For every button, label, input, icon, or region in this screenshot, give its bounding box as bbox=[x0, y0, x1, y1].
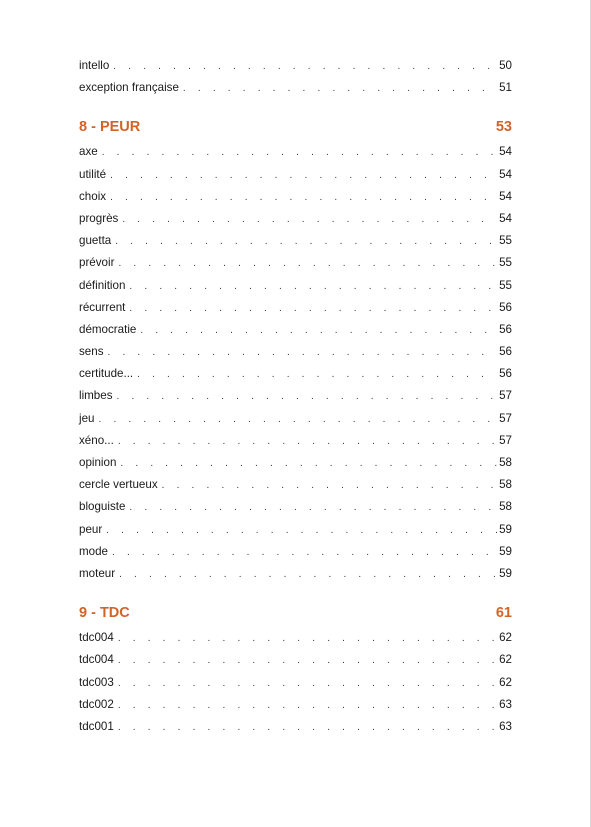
dot-leader bbox=[118, 650, 497, 672]
toc-entry-label: certitude... bbox=[79, 367, 134, 381]
toc-entry-page: 57 bbox=[499, 411, 512, 425]
dot-leader bbox=[113, 56, 497, 78]
toc-entry[interactable] bbox=[79, 716, 512, 738]
toc-entry-label: cercle vertueux bbox=[79, 478, 158, 492]
toc-entry-page: 58 bbox=[499, 456, 512, 469]
toc-entry[interactable] bbox=[79, 474, 512, 496]
toc-entry[interactable] bbox=[79, 563, 512, 585]
toc-entry-label: peur bbox=[79, 522, 103, 536]
dot-leader bbox=[118, 628, 497, 650]
toc-entry-label: jeu bbox=[79, 411, 95, 425]
toc-entry-label: tdc004 bbox=[79, 631, 114, 645]
toc-entry-page: 58 bbox=[499, 500, 512, 514]
toc-entry-page: 54 bbox=[499, 145, 512, 159]
toc-entry[interactable] bbox=[79, 208, 512, 230]
toc-entry[interactable] bbox=[79, 164, 512, 186]
dot-leader bbox=[129, 497, 497, 519]
dot-leader bbox=[162, 475, 497, 497]
toc-entry[interactable] bbox=[79, 55, 512, 77]
dot-leader bbox=[112, 542, 497, 564]
toc-entry-label: guetta bbox=[79, 234, 112, 248]
section-title: 8 - PEUR bbox=[79, 119, 141, 136]
toc-entry[interactable] bbox=[79, 230, 512, 252]
toc-entry-page: 59 bbox=[499, 566, 512, 580]
section-page: 53 bbox=[495, 119, 512, 136]
dot-leader bbox=[140, 320, 497, 342]
toc-entry-label: utilité bbox=[79, 167, 107, 181]
toc-entry-label: moteur bbox=[79, 566, 116, 580]
toc-entry-page: 59 bbox=[499, 544, 512, 558]
toc-entry-label: tdc004 bbox=[79, 653, 114, 667]
toc-entry[interactable] bbox=[79, 519, 512, 541]
toc-entry-label: intello bbox=[79, 59, 110, 72]
dot-leader bbox=[119, 564, 497, 586]
dot-leader bbox=[137, 364, 497, 386]
toc-entry-label: progrès bbox=[79, 211, 119, 225]
toc-entry-page: 62 bbox=[499, 631, 512, 645]
toc-entry-page: 55 bbox=[499, 278, 512, 292]
toc-entry[interactable] bbox=[79, 341, 512, 363]
toc-entry[interactable] bbox=[79, 141, 512, 163]
toc-entry-label: prévoir bbox=[79, 256, 115, 270]
toc-entry-page: 63 bbox=[499, 697, 512, 711]
toc-entry-page: 55 bbox=[499, 234, 512, 248]
toc-entry[interactable] bbox=[79, 186, 512, 208]
dot-leader bbox=[115, 231, 497, 253]
toc-entry-label: définition bbox=[79, 278, 126, 292]
toc-entry-label: bloguiste bbox=[79, 500, 126, 514]
toc-entry-label: opinion bbox=[79, 456, 117, 469]
toc-entry-page: 56 bbox=[499, 367, 512, 381]
dot-leader bbox=[122, 209, 497, 231]
dot-leader bbox=[183, 78, 497, 100]
toc-entry[interactable] bbox=[79, 252, 512, 274]
toc-entry-page: 57 bbox=[499, 389, 512, 403]
toc-entry[interactable] bbox=[79, 275, 512, 297]
toc-entry[interactable] bbox=[79, 694, 512, 716]
section-page: 61 bbox=[495, 605, 512, 622]
dot-leader bbox=[117, 386, 498, 408]
dot-leader bbox=[118, 253, 497, 275]
toc-entry[interactable] bbox=[79, 452, 512, 474]
toc-entry-label: tdc002 bbox=[79, 697, 114, 711]
toc-entry-page: 51 bbox=[499, 81, 512, 95]
toc-entry[interactable] bbox=[79, 430, 512, 452]
toc-entry-page: 56 bbox=[499, 345, 512, 359]
dot-leader bbox=[118, 717, 497, 739]
toc-entry[interactable] bbox=[79, 408, 512, 430]
toc-entry-label: récurrent bbox=[79, 300, 126, 314]
dot-leader bbox=[98, 409, 497, 431]
toc-entry-page: 57 bbox=[499, 433, 512, 447]
toc-entry-label: choix bbox=[79, 189, 107, 203]
toc-entry-page: 59 bbox=[499, 522, 512, 536]
section-title: 9 - TDC bbox=[79, 605, 130, 622]
dot-leader bbox=[120, 453, 497, 475]
toc-entry[interactable] bbox=[79, 363, 512, 385]
toc-entry-label: limbes bbox=[79, 389, 113, 403]
toc-entry[interactable] bbox=[79, 672, 512, 694]
toc-entry[interactable] bbox=[79, 319, 512, 341]
dot-leader bbox=[110, 165, 497, 187]
dot-leader bbox=[110, 187, 497, 209]
toc-entry-page: 54 bbox=[499, 189, 512, 203]
toc-entry-page: 50 bbox=[499, 59, 512, 72]
toc-entry-page: 56 bbox=[499, 300, 512, 314]
toc-entry[interactable] bbox=[79, 541, 512, 563]
toc-entry[interactable] bbox=[79, 496, 512, 518]
section-heading[interactable] bbox=[79, 113, 512, 141]
dot-leader bbox=[106, 520, 497, 542]
toc-entry-label: sens bbox=[79, 345, 104, 359]
toc-entry[interactable] bbox=[79, 297, 512, 319]
toc-entry-page: 55 bbox=[499, 256, 512, 270]
toc-entry-label: mode bbox=[79, 544, 109, 558]
toc-entry-page: 54 bbox=[499, 211, 512, 225]
toc-entry-page: 56 bbox=[499, 322, 512, 336]
toc-entry[interactable] bbox=[79, 77, 512, 99]
toc-entry-label: exception française bbox=[79, 81, 179, 95]
section-heading[interactable] bbox=[79, 599, 512, 627]
toc-entry-page: 63 bbox=[499, 719, 512, 733]
table-of-contents bbox=[79, 55, 512, 738]
toc-entry-label: xéno... bbox=[79, 433, 114, 447]
toc-entry-label: tdc001 bbox=[79, 719, 114, 733]
dot-leader bbox=[118, 673, 497, 695]
toc-entry-label: axe bbox=[79, 145, 98, 159]
toc-entry-page: 62 bbox=[499, 675, 512, 689]
dot-leader bbox=[118, 431, 497, 453]
dot-leader bbox=[108, 342, 498, 364]
toc-entry-label: démocratie bbox=[79, 322, 137, 336]
toc-entry[interactable] bbox=[79, 649, 512, 671]
dot-leader bbox=[118, 695, 497, 717]
dot-leader bbox=[129, 276, 497, 298]
toc-entry-page: 54 bbox=[499, 167, 512, 181]
dot-leader bbox=[129, 298, 497, 320]
toc-entry-label: tdc003 bbox=[79, 675, 114, 689]
toc-entry-page: 62 bbox=[499, 653, 512, 667]
toc-entry[interactable] bbox=[79, 385, 512, 407]
toc-entry[interactable] bbox=[79, 627, 512, 649]
toc-entry-page: 58 bbox=[499, 478, 512, 492]
dot-leader bbox=[102, 142, 497, 164]
